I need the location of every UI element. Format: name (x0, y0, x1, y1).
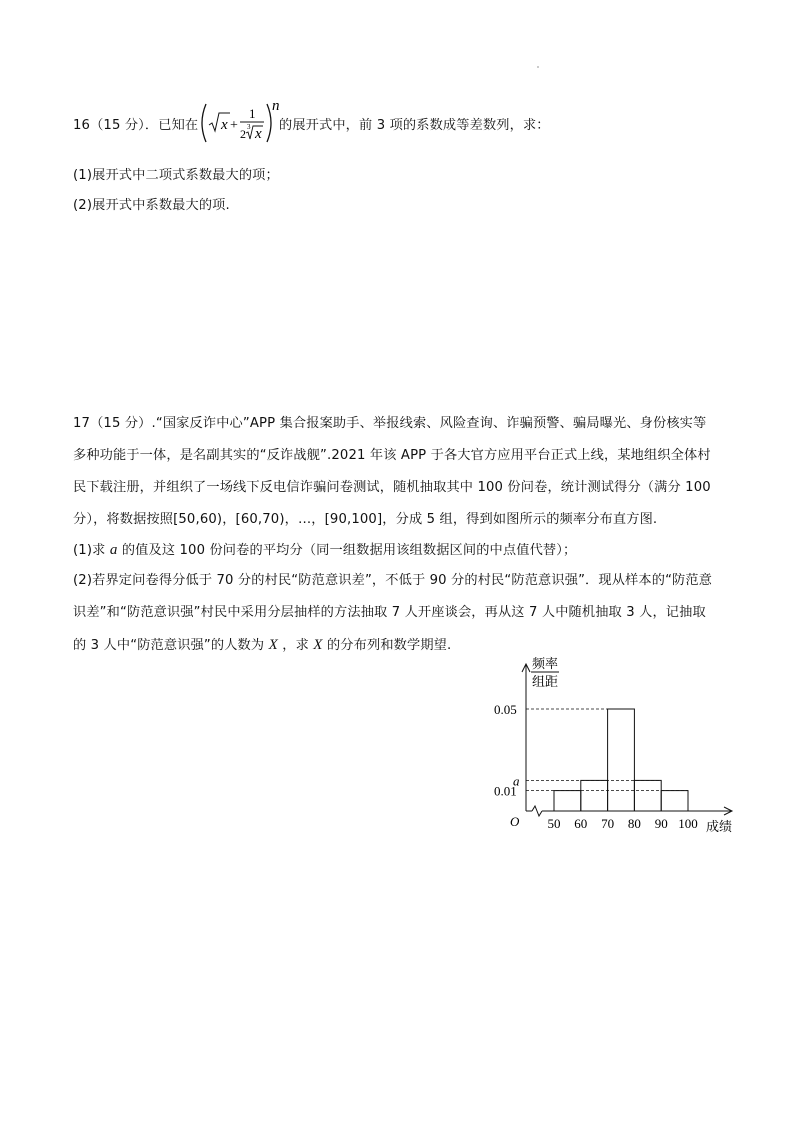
y-label-denominator: 组距 (532, 675, 559, 690)
histogram-bar (554, 791, 581, 811)
histogram-bar (608, 709, 635, 811)
denominator-var: x (255, 126, 262, 142)
q17-line1: 17（15 分）.“国家反诈中心”APP 集合报案助手、举报线索、风险查询、诈骗预警、骗局曝光、身份核实等 (73, 416, 707, 431)
q17-sub2-line3-b: ，求 (282, 638, 309, 653)
y-tick-label: 0.01 (494, 783, 517, 799)
plus-sign: + (230, 118, 238, 133)
sqrt-var: x (221, 117, 228, 133)
y-label-numerator: 频率 (532, 657, 559, 672)
q17-sub2-line2: 识差”和“防范意识强”村民中采用分层抽样的方法抽取 7 人开座谈会，再从这 7 人中随机抽取 3 人，记抽取 (73, 605, 706, 620)
q16-formula (197, 98, 280, 148)
q16-sub1: (1)展开式中二项式系数最大的项； (73, 168, 279, 183)
q17-sub2-line3-c: 的分布列和数学期望. (326, 638, 452, 653)
x-tick-label: 80 (627, 816, 641, 831)
q17-sub1 (73, 540, 576, 561)
right-paren (267, 104, 271, 142)
numerator: 1 (249, 106, 256, 121)
q17-sub2-var2: X (313, 637, 323, 653)
q17-sub2-line1: (2)若界定问卷得分低于 70 分的村民“防范意识差”，不低于 90 分的村民“防范意识强”．现从样本的“防范意 (73, 573, 713, 588)
x-tick-label: 100 (678, 816, 698, 831)
x-tick-label: 50 (547, 816, 561, 831)
exponent: n (272, 98, 280, 114)
q16-stem (73, 116, 198, 136)
scan-speck (537, 66, 539, 68)
q17-line2: 多种功能于一体，是名副其实的“反诈战舰”.2021 年该 APP 于各大官方应用平台正式上线，某地组织全体村 (73, 448, 711, 463)
q17-sub1-b: 的值及这 100 份问卷的平均分（同一组数据用该组数据区间的中点值代替）； (121, 543, 577, 558)
x-tick-label: 70 (601, 816, 615, 831)
frequency-histogram (480, 648, 750, 844)
x-axis-label: 成绩 (706, 820, 733, 835)
axis-break-mark (532, 806, 542, 816)
q17-sub2-line3-a: 的 3 人中“防范意识强”的人数为 (73, 638, 265, 653)
q17-line3: 民下载注册，并组织了一场线下反电信诈骗问卷测试，随机抽取其中 100 份问卷，统计测试得分（满分 100 (73, 480, 711, 495)
histogram-bar (634, 780, 661, 811)
histogram-bar (581, 780, 608, 811)
origin-label: O (510, 814, 520, 829)
q17-line4: 分），将数据按照[50,60)，[60,70)，…，[90,100]，分成 5 组，得到如图所示的频率分布直方图. (73, 512, 658, 527)
q16-number: 16（15 分）．已知在 (73, 118, 199, 133)
q17-sub2-line3 (73, 635, 451, 656)
x-tick-label: 90 (654, 816, 668, 831)
q17-sub2-var1: X (268, 637, 278, 653)
q16-stem-tail: 的展开式中，前 3 项的系数成等差数列，求： (279, 118, 550, 133)
denominator-coef: 2 (240, 127, 246, 141)
q16-sub2: (2)展开式中系数最大的项. (73, 198, 230, 213)
root-index: 3 (247, 123, 251, 131)
x-tick-label: 60 (574, 816, 588, 831)
left-paren (202, 104, 206, 142)
histogram-bar (661, 791, 688, 811)
y-tick-label: a (513, 773, 520, 789)
y-tick-label: 0.05 (494, 702, 517, 717)
q17-sub1-a: (1)求 (73, 543, 106, 558)
q17-sub1-var: a (109, 542, 118, 558)
